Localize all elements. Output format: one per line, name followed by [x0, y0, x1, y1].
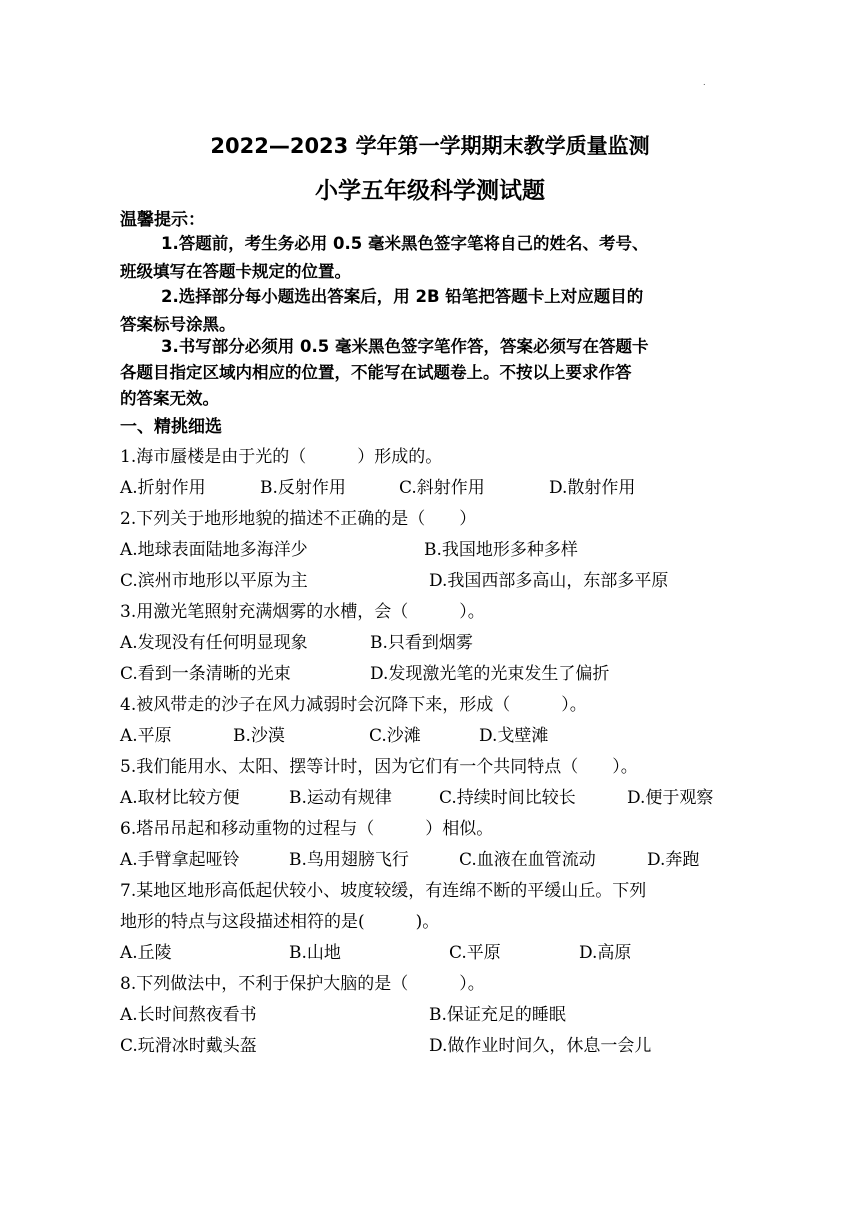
question-7-stem-cont: 地形的特点与这段描述相符的是( )。 [120, 912, 440, 932]
notice-item-1-cont: 班级填写在答题卡规定的位置。 [120, 262, 351, 281]
page-title: 2022—2023 学年第一学期期末教学质量监测 [210, 134, 650, 158]
question-7-option-a: A.丘陵 [120, 943, 172, 963]
question-3-option-d: D.发现激光笔的光束发生了偏折 [370, 664, 610, 684]
question-4-option-b: B.沙漠 [233, 726, 285, 746]
question-3-stem: 3.用激光笔照射充满烟雾的水槽，会（ ）。 [120, 602, 485, 622]
question-1-option-c: C.斜射作用 [399, 478, 485, 498]
question-2-option-c: C.滨州市地形以平原为主 [120, 571, 308, 591]
question-2-option-b: B.我国地形多种多样 [424, 540, 578, 560]
question-6-option-a: A.手臂拿起哑铃 [120, 850, 240, 870]
notice-item-3: 3.书写部分必须用 0.5 毫米黑色签字笔作答，答案必须写在答题卡 [161, 337, 649, 356]
question-5-option-b: B.运动有规律 [289, 788, 392, 808]
question-8-option-a: A.长时间熬夜看书 [120, 1005, 257, 1025]
question-1-stem: 1.海市蜃楼是由于光的（ ）形成的。 [120, 447, 443, 467]
question-7-option-d: D.高原 [579, 943, 632, 963]
question-7-option-b: B.山地 [289, 943, 341, 963]
question-4-option-d: D.戈壁滩 [479, 726, 549, 746]
page-subtitle: 小学五年级科学测试题 [315, 178, 545, 204]
question-2-option-a: A.地球表面陆地多海洋少 [120, 540, 308, 560]
question-2-option-d: D.我国西部多高山，东部多平原 [429, 571, 669, 591]
question-3-option-b: B.只看到烟雾 [370, 633, 473, 653]
question-3-option-a: A.发现没有任何明显现象 [120, 633, 308, 653]
question-1-option-b: B.反射作用 [260, 478, 346, 498]
question-6-option-d: D.奔跑 [647, 850, 700, 870]
notice-item-2-cont: 答案标号涂黑。 [120, 315, 236, 334]
question-2-stem: 2.下列关于地形地貌的描述不正确的是（ ） [120, 509, 477, 529]
question-5-stem: 5.我们能用水、太阳、摆等计时，因为它们有一个共同特点（ ）。 [120, 757, 638, 777]
section-title: 一、精挑细选 [120, 417, 222, 437]
question-3-option-c: C.看到一条清晰的光束 [120, 664, 291, 684]
question-8-option-b: B.保证充足的睡眠 [429, 1005, 566, 1025]
question-8-stem: 8.下列做法中，不利于保护大脑的是（ ）。 [120, 974, 485, 994]
question-8-option-c: C.玩滑冰时戴头盔 [120, 1036, 257, 1056]
notice-item-1: 1.答题前，考生务必用 0.5 毫米黑色签字笔将自己的姓名、考号、 [161, 234, 649, 253]
question-8-option-d: D.做作业时间久，休息一会儿 [429, 1036, 652, 1056]
notice-item-2: 2.选择部分每小题选出答案后，用 2B 铅笔把答题卡上对应题目的 [161, 287, 644, 306]
question-5-option-a: A.取材比较方便 [120, 788, 240, 808]
notice-item-3-cont: 各题目指定区域内相应的位置，不能写在试题卷上。不按以上要求作答 [120, 363, 632, 382]
question-6-stem: 6.塔吊吊起和移动重物的过程与（ ）相似。 [120, 819, 494, 839]
question-1-option-d: D.散射作用 [549, 478, 636, 498]
question-5-option-d: D.便于观察 [627, 788, 714, 808]
question-6-option-c: C.血液在血管流动 [459, 850, 596, 870]
question-6-option-b: B.鸟用翅膀飞行 [289, 850, 409, 870]
question-7-option-c: C.平原 [449, 943, 501, 963]
question-4-option-c: C.沙滩 [369, 726, 421, 746]
corner-dot: . [703, 78, 706, 87]
question-1-option-a: A.折射作用 [120, 478, 206, 498]
notice-item-3-end: 的答案无效。 [120, 389, 219, 408]
question-7-stem: 7.某地区地形高低起伏较小、坡度较缓，有连绵不断的平缓山丘。下列 [120, 881, 647, 901]
notice-heading: 温馨提示： [120, 210, 205, 230]
question-5-option-c: C.持续时间比较长 [439, 788, 576, 808]
question-4-stem: 4.被风带走的沙子在风力减弱时会沉降下来，形成（ ）。 [120, 695, 587, 715]
question-4-option-a: A.平原 [120, 726, 172, 746]
